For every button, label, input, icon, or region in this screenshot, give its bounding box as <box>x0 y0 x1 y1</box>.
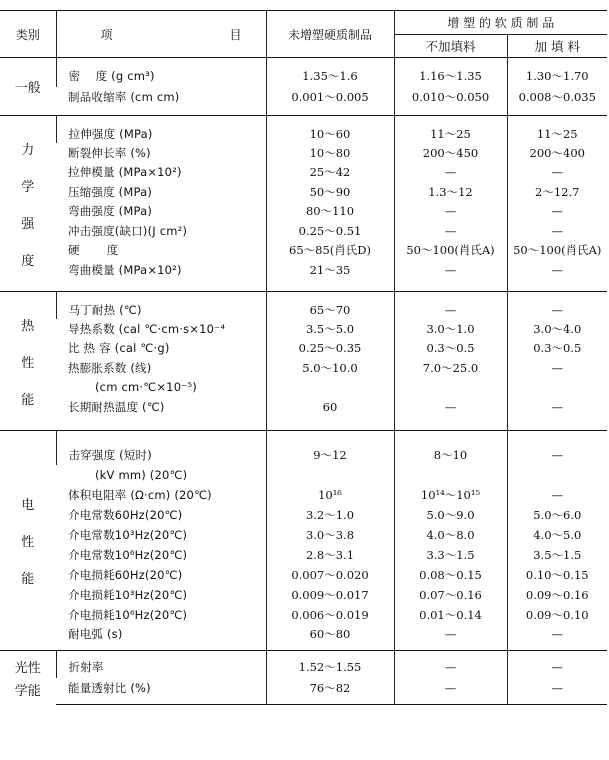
property-name: 介电常数60Hz(20℃) <box>68 507 183 522</box>
value-unplasticized: 60～80 <box>266 625 394 651</box>
category-label: 能 <box>21 392 35 408</box>
value-unplasticized: 80～110 <box>266 202 394 222</box>
value-unplasticized: 3.5～5.0 <box>266 319 394 339</box>
table-row <box>0 319 607 339</box>
table-row <box>0 625 607 651</box>
value-with-filler: — <box>507 678 607 705</box>
value-no-filler: — <box>394 292 507 320</box>
value-with-filler: — <box>507 397 607 431</box>
value-with-filler: 2～12.7 <box>507 182 607 202</box>
property-name: 比 热 容 (cal ℃·g) <box>68 341 170 356</box>
value-with-filler: 0.008～0.035 <box>507 87 607 116</box>
category-label: 度 <box>21 253 35 269</box>
value-no-filler: 8～10 <box>394 431 507 465</box>
value-no-filler: 200～450 <box>394 143 507 163</box>
value-unplasticized: 10～60 <box>266 116 394 144</box>
category-label: 热 <box>21 318 35 334</box>
value-no-filler: 1.3～12 <box>394 182 507 202</box>
value-with-filler: 200～400 <box>507 143 607 163</box>
category-cell <box>0 58 56 116</box>
table-row <box>0 339 607 359</box>
property-name: 硬 度 <box>68 243 119 258</box>
property-name: 冲击强度(缺口)(J cm²) <box>68 223 188 238</box>
value-with-filler <box>507 378 607 398</box>
value-no-filler: 7.0～25.0 <box>394 358 507 378</box>
table-row <box>0 605 607 625</box>
table-row <box>0 58 607 87</box>
value-no-filler: 0.01～0.14 <box>394 605 507 625</box>
value-with-filler: 5.0～6.0 <box>507 505 607 525</box>
value-unplasticized: 9～12 <box>266 431 394 465</box>
value-unplasticized: 0.25～0.51 <box>266 221 394 241</box>
category-label: 学能 <box>14 683 41 699</box>
table-row <box>0 292 607 320</box>
value-unplasticized: 50～90 <box>266 182 394 202</box>
category-cell <box>0 116 56 292</box>
value-unplasticized: 3.2～1.0 <box>266 505 394 525</box>
property-name: 制品收缩率 (cm cm) <box>68 89 180 104</box>
property-name: 密 度 (g cm³) <box>56 58 266 87</box>
category-cell <box>0 431 56 651</box>
header-category: 类别 <box>0 11 56 58</box>
value-no-filler: 3.3～1.5 <box>394 545 507 565</box>
value-no-filler: 10¹⁴～10¹⁵ <box>394 485 507 505</box>
category-label: 电 <box>21 498 35 513</box>
value-unplasticized: 21～35 <box>266 260 394 292</box>
pvc-properties-table <box>0 10 607 705</box>
property-name: 耐电弧 (s) <box>68 627 123 642</box>
property-name: 导热系数 (cal ℃·cm·s×10⁻⁴ <box>68 321 226 336</box>
value-no-filler: 4.0～8.0 <box>394 525 507 545</box>
category-label: 强 <box>21 216 35 232</box>
category-label: 能 <box>21 572 35 587</box>
value-with-filler: 0.3～0.5 <box>507 339 607 359</box>
value-no-filler: 0.3～0.5 <box>394 339 507 359</box>
table-body <box>0 58 607 705</box>
category-label: 光性 <box>14 660 41 676</box>
table-row <box>0 182 607 202</box>
value-unplasticized: 0.009～0.017 <box>266 585 394 605</box>
header-unplasticized: 未增塑硬质制品 <box>266 11 394 58</box>
property-name: 体积电阻率 (Ω·cm) (20℃) <box>68 487 212 502</box>
header-plasticized: 增 塑 的 软 质 制 品 <box>394 11 607 35</box>
value-with-filler: — <box>507 292 607 320</box>
table-row <box>0 545 607 565</box>
table-row <box>0 565 607 585</box>
property-name: 拉伸模量 (MPa×10²) <box>68 165 182 180</box>
table-row <box>0 143 607 163</box>
table-row <box>0 163 607 183</box>
table-row <box>0 431 607 465</box>
table-row <box>0 585 607 605</box>
header-no-filler: 不加填料 <box>394 35 507 58</box>
property-name: 压缩强度 (MPa) <box>68 184 153 199</box>
value-unplasticized <box>266 378 394 398</box>
table-row <box>0 241 607 261</box>
value-no-filler: 11～25 <box>394 116 507 144</box>
value-no-filler: — <box>394 678 507 705</box>
value-with-filler: — <box>507 221 607 241</box>
property-name: 断裂伸长率 (%) <box>68 145 151 160</box>
value-unplasticized: 1.35～1.6 <box>266 58 394 87</box>
value-no-filler: — <box>394 651 507 678</box>
table-row <box>0 87 607 116</box>
property-name: 马丁耐热 (℃) <box>56 292 266 320</box>
table-row <box>0 485 607 505</box>
property-name: 弯曲强度 (MPa) <box>68 204 153 219</box>
table-row <box>0 397 607 431</box>
header-item-left: 项 <box>100 27 113 42</box>
category-label: 性 <box>21 535 35 550</box>
category-cell <box>0 292 56 431</box>
header-with-filler: 加 填 料 <box>507 35 607 58</box>
value-unplasticized: 65～85(肖氏D) <box>266 241 394 261</box>
value-no-filler <box>394 378 507 398</box>
value-with-filler: — <box>507 260 607 292</box>
value-unplasticized: 5.0～10.0 <box>266 358 394 378</box>
value-unplasticized: 76～82 <box>266 678 394 705</box>
value-no-filler: 0.07～0.16 <box>394 585 507 605</box>
header-item-right: 目 <box>229 27 242 42</box>
value-with-filler: 0.09～0.16 <box>507 585 607 605</box>
value-no-filler <box>394 465 507 485</box>
property-name: 能量透射比 (%) <box>56 678 266 705</box>
value-with-filler: 0.09～0.10 <box>507 605 607 625</box>
value-unplasticized: 0.006～0.019 <box>266 605 394 625</box>
value-no-filler: — <box>394 397 507 431</box>
table-row <box>0 465 607 485</box>
value-with-filler: 0.10～0.15 <box>507 565 607 585</box>
value-no-filler: — <box>394 221 507 241</box>
value-unplasticized: 0.25～0.35 <box>266 339 394 359</box>
value-with-filler <box>507 465 607 485</box>
value-with-filler: 1.30～1.70 <box>507 58 607 87</box>
value-unplasticized: 1.52～1.55 <box>266 651 394 678</box>
header-item <box>56 11 266 58</box>
property-name: 热膨胀系数 (线) <box>68 360 152 375</box>
value-with-filler: — <box>507 485 607 505</box>
table-row <box>0 358 607 378</box>
value-unplasticized: 60 <box>266 397 394 431</box>
value-unplasticized: 10～80 <box>266 143 394 163</box>
value-no-filler: — <box>394 625 507 651</box>
value-unplasticized: 3.0～3.8 <box>266 525 394 545</box>
property-name: 折射率 <box>56 651 266 678</box>
table-row <box>0 202 607 222</box>
category-label: 一般 <box>14 81 41 96</box>
value-unplasticized: 2.8～3.1 <box>266 545 394 565</box>
property-name: 长期耐热温度 (℃) <box>68 399 165 414</box>
value-with-filler: 4.0～5.0 <box>507 525 607 545</box>
value-no-filler: 0.08～0.15 <box>394 565 507 585</box>
value-with-filler: — <box>507 202 607 222</box>
property-name: 介电常数10⁶Hz(20℃) <box>68 547 188 562</box>
value-unplasticized: 0.007～0.020 <box>266 565 394 585</box>
table-row <box>0 678 607 705</box>
value-unplasticized: 10¹⁶ <box>266 485 394 505</box>
property-name: (kV mm) (20℃) <box>68 467 188 482</box>
value-with-filler: 3.0～4.0 <box>507 319 607 339</box>
property-name: (cm cm·℃×10⁻⁵) <box>68 380 197 395</box>
value-unplasticized: 0.001～0.005 <box>266 87 394 116</box>
category-label: 力 <box>21 142 35 158</box>
table-row <box>0 525 607 545</box>
value-no-filler: — <box>394 163 507 183</box>
category-label: 性 <box>21 355 35 371</box>
category-label: 学 <box>21 179 35 195</box>
value-with-filler: 3.5～1.5 <box>507 545 607 565</box>
value-with-filler: — <box>507 651 607 678</box>
value-no-filler: — <box>394 202 507 222</box>
property-name: 介电损耗10³Hz(20℃) <box>68 587 188 602</box>
value-no-filler: 5.0～9.0 <box>394 505 507 525</box>
property-name: 介电损耗10⁶Hz(20℃) <box>68 607 188 622</box>
value-unplasticized: 65～70 <box>266 292 394 320</box>
value-with-filler: — <box>507 431 607 465</box>
property-name: 介电常数10³Hz(20℃) <box>68 527 188 542</box>
value-no-filler: 50～100(肖氏A) <box>394 241 507 261</box>
value-no-filler: 0.010～0.050 <box>394 87 507 116</box>
property-name: 拉伸强度 (MPa) <box>56 116 266 144</box>
table-row <box>0 505 607 525</box>
property-name: 击穿强度 (短时) <box>56 431 266 465</box>
table-row <box>0 116 607 144</box>
table-row <box>0 260 607 292</box>
value-with-filler: — <box>507 163 607 183</box>
value-no-filler: 1.16～1.35 <box>394 58 507 87</box>
value-unplasticized <box>266 465 394 485</box>
value-no-filler: — <box>394 260 507 292</box>
value-with-filler: — <box>507 625 607 651</box>
value-no-filler: 3.0～1.0 <box>394 319 507 339</box>
property-name: 弯曲模量 (MPa×10²) <box>68 262 182 277</box>
table-row <box>0 378 607 398</box>
table-row <box>0 651 607 678</box>
value-with-filler: 11～25 <box>507 116 607 144</box>
category-cell <box>0 651 56 705</box>
table-row <box>0 221 607 241</box>
property-name: 介电损耗60Hz(20℃) <box>68 567 183 582</box>
value-with-filler: — <box>507 358 607 378</box>
value-unplasticized: 25～42 <box>266 163 394 183</box>
value-with-filler: 50～100(肖氏A) <box>507 241 607 261</box>
